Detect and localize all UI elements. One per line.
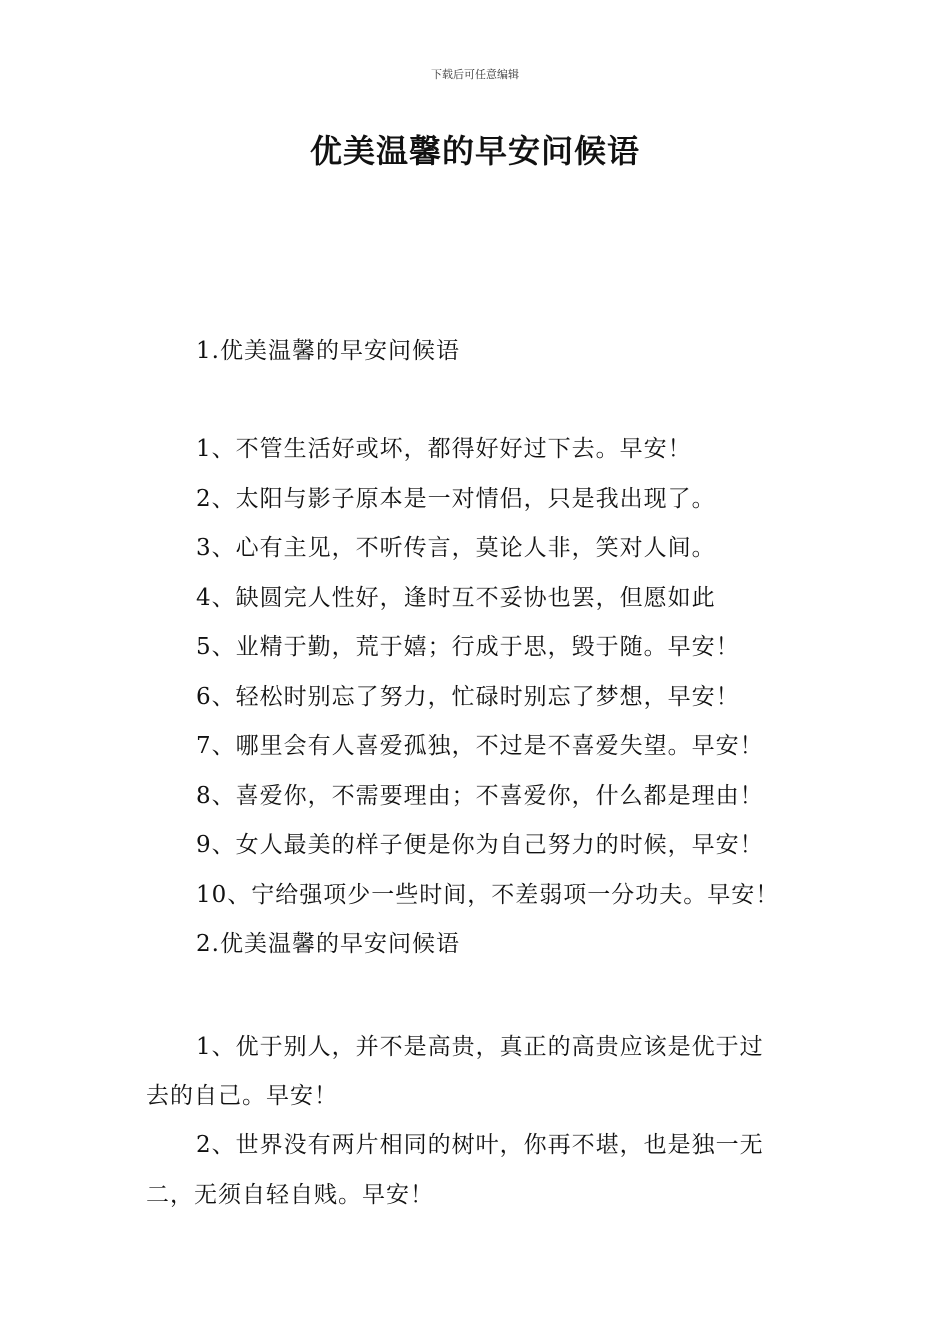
list-item: 2、太阳与影子原本是一对情侣，只是我出现了。	[196, 486, 716, 512]
list-item: 9、女人最美的样子便是你为自己努力的时候，早安！	[196, 832, 764, 858]
list-item: 1、不管生活好或坏，都得好好过下去。早安！	[196, 436, 692, 462]
list-item: 6、轻松时别忘了努力，忙碌时别忘了梦想，早安！	[196, 684, 740, 710]
header-note: 下载后可任意编辑	[431, 68, 519, 81]
list-item: 7、哪里会有人喜爱孤独，不过是不喜爱失望。早安！	[196, 733, 764, 759]
list-item: 5、业精于勤，荒于嬉；行成于思，毁于随。早安！	[196, 634, 740, 660]
paragraph-line: 1、优于别人，并不是高贵，真正的高贵应该是优于过	[196, 1034, 764, 1060]
list-item: 3、心有主见，不听传言，莫论人非，笑对人间。	[196, 535, 716, 561]
paragraph-line: 二，无须自轻自贱。早安！	[146, 1182, 434, 1208]
document-title: 优美温馨的早安问候语	[309, 132, 640, 170]
list-item: 10、宁给强项少一些时间，不差弱项一分功夫。早安！	[196, 882, 780, 908]
list-item: 4、缺圆完人性好，逢时互不妥协也罢，但愿如此	[196, 585, 716, 611]
paragraph-line: 2、世界没有两片相同的树叶，你再不堪，也是独一无	[196, 1132, 764, 1158]
section-heading: 1.优美温馨的早安问候语	[196, 338, 460, 364]
list-item: 8、喜爱你，不需要理由；不喜爱你，什么都是理由！	[196, 783, 764, 809]
section-heading: 2.优美温馨的早安问候语	[196, 931, 460, 957]
paragraph-line: 去的自己。早安！	[146, 1083, 338, 1109]
